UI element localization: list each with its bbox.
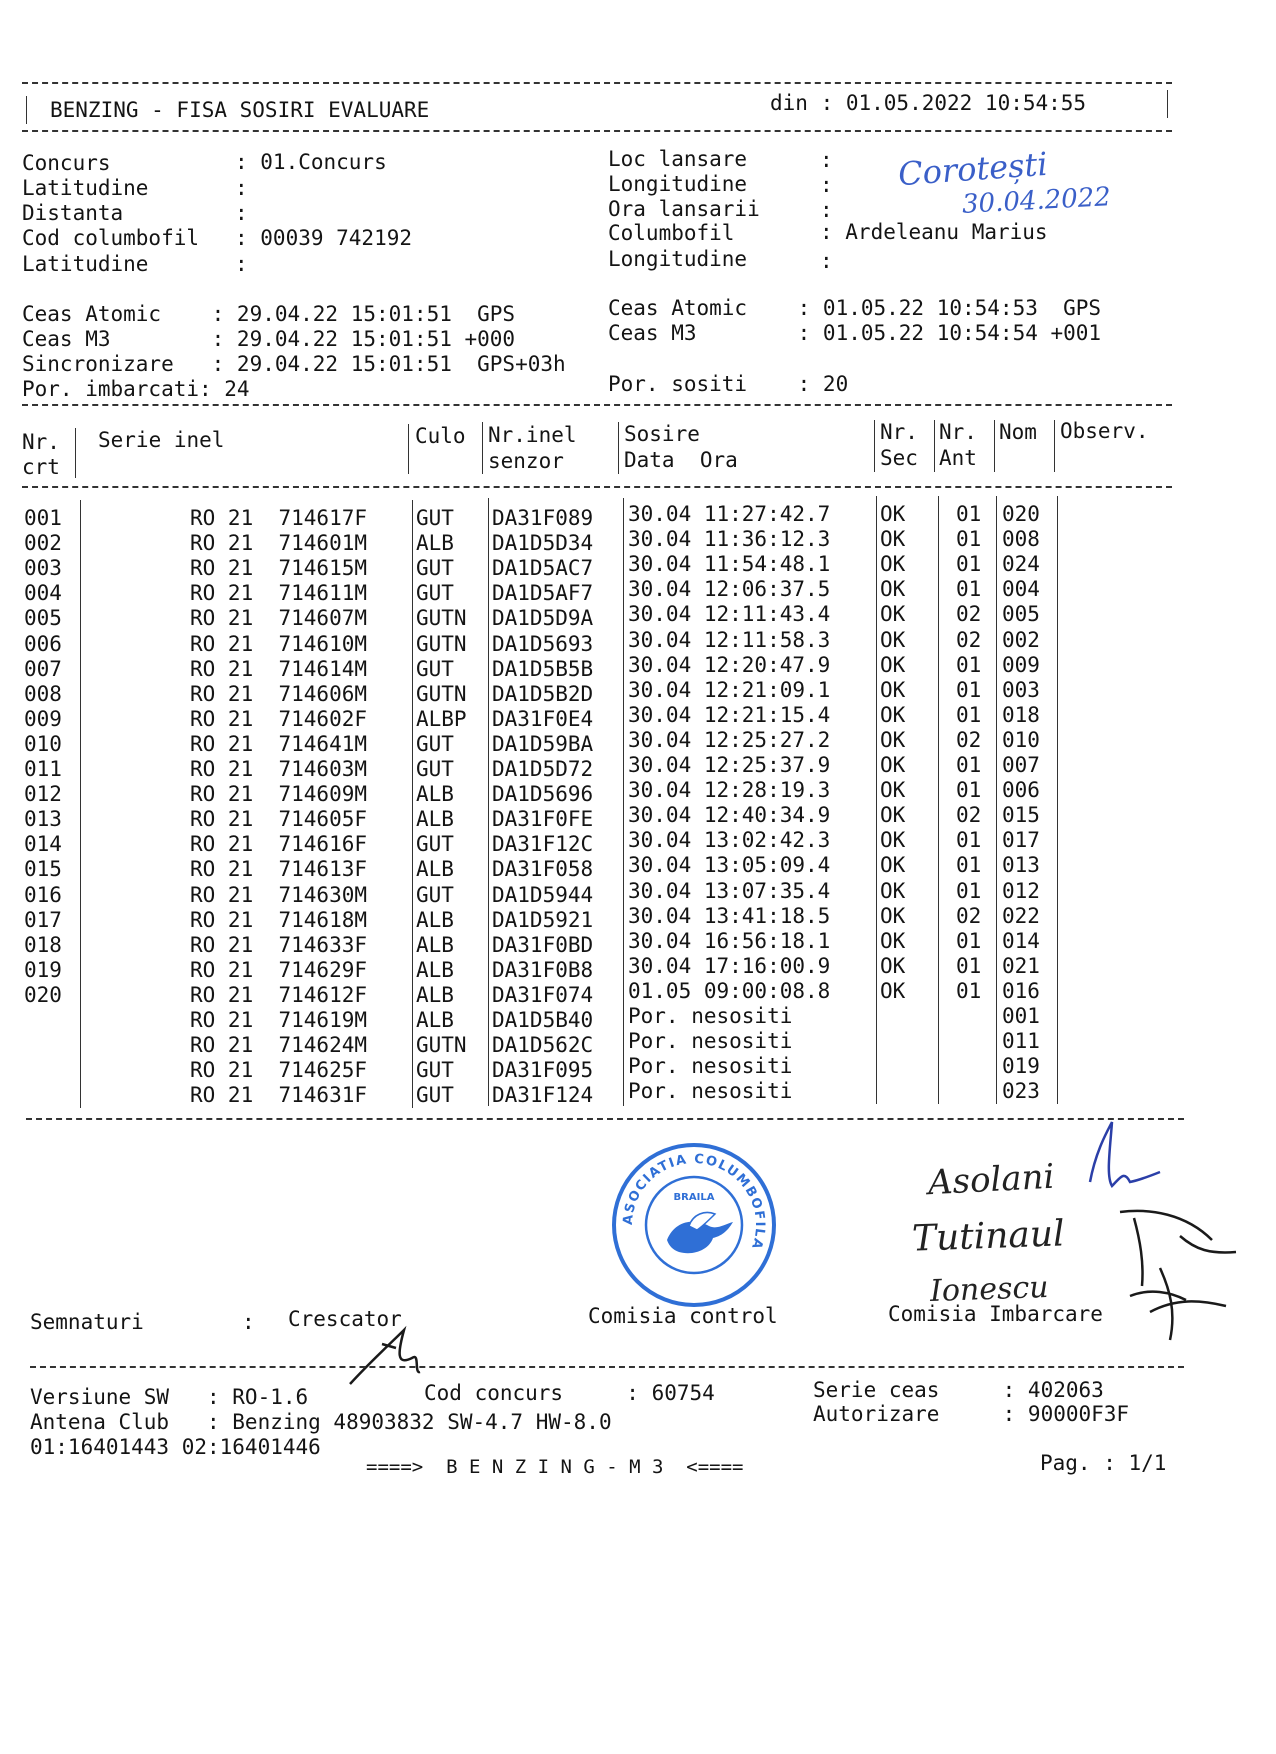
header-sep bbox=[934, 420, 935, 472]
clock-left-line: Ceas M3 : 29.04.22 15:01:51 +000 bbox=[22, 327, 516, 351]
color-code: GUT bbox=[416, 1083, 454, 1108]
color-code: GUT bbox=[416, 581, 454, 606]
sensor-ring: DA1D5D34 bbox=[492, 531, 594, 556]
info-latitude-value: : bbox=[235, 176, 248, 200]
info-longitude2-label: Longitudine bbox=[608, 247, 760, 271]
antenna-number: 01 bbox=[956, 878, 982, 903]
clock-left-line: Ceas Atomic : 29.04.22 15:01:51 GPS bbox=[22, 302, 516, 326]
color-code: GUT bbox=[416, 506, 454, 530]
info-fancier-value: : Ardeleanu Marius bbox=[820, 220, 1048, 244]
row-number: 012 bbox=[24, 782, 62, 807]
ring-series: RO 21 714618M bbox=[190, 907, 368, 932]
footer-sw-version: Versiune SW : RO-1.6 bbox=[30, 1385, 309, 1409]
ring-series: RO 21 714607M bbox=[190, 606, 368, 631]
sensor-ring: DA31F074 bbox=[492, 982, 594, 1007]
arrival-time: 30.04 12:21:15.4 bbox=[628, 702, 831, 727]
antenna-number: 01 bbox=[956, 502, 982, 526]
body-sep bbox=[1057, 496, 1058, 1104]
color-code: ALB bbox=[416, 1008, 454, 1032]
info-fancier-label: Columbofil bbox=[608, 221, 760, 245]
signature-control-label: Comisia control bbox=[588, 1304, 778, 1328]
sensor-ring: DA31F0E4 bbox=[492, 706, 594, 731]
sensor-ring: DA1D5921 bbox=[492, 907, 594, 932]
arrival-time: Por. nesositi bbox=[628, 1054, 793, 1079]
antenna-number: 01 bbox=[956, 527, 982, 552]
antenna-number: 02 bbox=[956, 727, 982, 752]
embarked-count: Por. imbarcati: 24 bbox=[22, 377, 250, 401]
ring-series: RO 21 714625F bbox=[190, 1058, 368, 1083]
row-number: 002 bbox=[24, 531, 62, 556]
ring-series: RO 21 714630M bbox=[190, 882, 368, 907]
sec-status: OK bbox=[880, 878, 906, 903]
body-sep bbox=[623, 498, 624, 1106]
divider-table-bottom bbox=[26, 1118, 1184, 1120]
sensor-ring: DA1D5D9A bbox=[492, 606, 594, 631]
row-number: 001 bbox=[24, 506, 62, 530]
nominal-number: 002 bbox=[1002, 627, 1040, 652]
sensor-ring: DA31F12C bbox=[492, 832, 594, 857]
antenna-number: 02 bbox=[956, 627, 982, 652]
antenna-number: 01 bbox=[956, 953, 982, 978]
signature-scribble bbox=[1130, 1268, 1226, 1340]
row-number: 011 bbox=[24, 757, 62, 781]
ring-series: RO 21 714606M bbox=[190, 681, 368, 706]
footer-club-antenna: Antena Club : Benzing 48903832 SW-4.7 HW-8.0 bbox=[30, 1410, 612, 1434]
sec-status: OK bbox=[880, 727, 906, 752]
info-fancier-code-label: Cod columbofil bbox=[22, 226, 200, 250]
signature-scribble bbox=[1120, 1211, 1236, 1286]
color-code: GUTN bbox=[416, 606, 467, 631]
color-code: GUT bbox=[416, 832, 454, 857]
footer-clock-serial: Serie ceas : 402063 bbox=[813, 1378, 1104, 1402]
nominal-number: 021 bbox=[1002, 953, 1040, 978]
signature-name-2: Tutinaul bbox=[911, 1213, 1066, 1260]
color-code: ALB bbox=[416, 907, 454, 932]
header-sep bbox=[482, 422, 483, 474]
header-sep bbox=[1054, 420, 1055, 472]
color-code: ALB bbox=[416, 932, 454, 957]
arrival-time: 30.04 12:28:19.3 bbox=[628, 778, 831, 803]
ring-series: RO 21 714631F bbox=[190, 1083, 368, 1108]
info-latitude-label: Latitudine bbox=[22, 176, 200, 200]
antenna-number: 01 bbox=[956, 702, 982, 727]
header-ant: Ant bbox=[939, 446, 977, 470]
body-sep bbox=[996, 496, 997, 1104]
color-code: ALB bbox=[416, 782, 454, 807]
info-latitude2-value: : bbox=[235, 252, 248, 276]
ring-series: RO 21 714610M bbox=[190, 631, 368, 656]
sec-status: OK bbox=[880, 502, 906, 526]
sensor-ring: DA1D59BA bbox=[492, 731, 594, 756]
sensor-ring: DA1D5D72 bbox=[492, 757, 594, 781]
header-observations: Observ. bbox=[1060, 419, 1149, 443]
antenna-number: 02 bbox=[956, 602, 982, 627]
ring-series: RO 21 714616F bbox=[190, 832, 368, 857]
header-ant-nr: Nr. bbox=[939, 420, 977, 444]
sec-status: OK bbox=[880, 928, 906, 953]
sec-status: OK bbox=[880, 903, 906, 928]
nominal-number: 018 bbox=[1002, 702, 1040, 727]
antenna-number: 01 bbox=[956, 552, 982, 577]
arrival-time: 30.04 13:02:42.3 bbox=[628, 828, 831, 853]
row-number: 006 bbox=[24, 631, 62, 656]
nominal-number: 004 bbox=[1002, 577, 1040, 602]
sec-status: OK bbox=[880, 978, 906, 1003]
nominal-number: 008 bbox=[1002, 527, 1040, 552]
color-code: ALB bbox=[416, 857, 454, 882]
ring-series: RO 21 714617F bbox=[190, 506, 368, 530]
ring-series: RO 21 714624M bbox=[190, 1033, 368, 1058]
clock-left-line: Sincronizare : 29.04.22 15:01:51 GPS+03h bbox=[22, 352, 566, 376]
info-concurs-label: Concurs bbox=[22, 151, 200, 175]
divider-footer bbox=[30, 1366, 1184, 1368]
row-number: 010 bbox=[24, 731, 62, 756]
sensor-ring: DA1D5B5B bbox=[492, 656, 594, 681]
body-sep bbox=[938, 496, 939, 1104]
info-longitude2-value: : bbox=[820, 249, 833, 273]
header-sec: Sec bbox=[880, 446, 918, 470]
antenna-number: 01 bbox=[956, 853, 982, 878]
arrival-time: 30.04 12:20:47.9 bbox=[628, 652, 831, 677]
ring-series: RO 21 714609M bbox=[190, 782, 368, 807]
sec-status: OK bbox=[880, 702, 906, 727]
signature-scribble bbox=[1090, 1122, 1160, 1186]
antenna-number: 01 bbox=[956, 753, 982, 777]
arrival-time: 30.04 12:11:43.4 bbox=[628, 602, 831, 627]
nominal-number: 022 bbox=[1002, 903, 1040, 928]
arrival-time: 30.04 12:25:27.2 bbox=[628, 727, 831, 752]
sensor-ring: DA1D562C bbox=[492, 1033, 594, 1058]
nominal-number: 019 bbox=[1002, 1054, 1040, 1079]
nominal-number: 006 bbox=[1002, 778, 1040, 803]
sec-status: OK bbox=[880, 527, 906, 552]
sec-status: OK bbox=[880, 552, 906, 577]
info-fancier-code-value: : 00039 742192 bbox=[235, 226, 413, 250]
arrival-time: 30.04 13:41:18.5 bbox=[628, 903, 831, 928]
signature-breeder-label: Crescator bbox=[288, 1307, 402, 1331]
ring-series: RO 21 714614M bbox=[190, 656, 368, 681]
info-release-place-value: : bbox=[820, 148, 833, 172]
sensor-ring: DA31F0B8 bbox=[492, 957, 594, 982]
info-concurs-value: : 01.Concurs bbox=[235, 150, 387, 174]
nominal-number: 009 bbox=[1002, 652, 1040, 677]
row-number: 007 bbox=[24, 656, 62, 681]
arrival-time: 30.04 12:11:58.3 bbox=[628, 627, 831, 652]
info-longitude-label: Longitudine bbox=[608, 172, 760, 196]
antenna-number: 01 bbox=[956, 778, 982, 803]
handwritten-date: 30.04.2022 bbox=[961, 182, 1112, 220]
arrival-time: 30.04 12:25:37.9 bbox=[628, 753, 831, 777]
sec-status: OK bbox=[880, 677, 906, 702]
arrival-time: 30.04 12:06:37.5 bbox=[628, 577, 831, 602]
antenna-number: 01 bbox=[956, 978, 982, 1003]
ring-series: RO 21 714633F bbox=[190, 932, 368, 957]
arrival-time: 01.05 09:00:08.8 bbox=[628, 978, 831, 1003]
color-code: ALBP bbox=[416, 706, 467, 731]
ring-series: RO 21 714602F bbox=[190, 706, 368, 731]
sensor-ring: DA31F089 bbox=[492, 506, 594, 530]
title-box-left bbox=[26, 96, 27, 124]
header-color: Culo bbox=[415, 424, 466, 448]
antenna-number: 01 bbox=[956, 828, 982, 853]
association-stamp bbox=[609, 1140, 779, 1310]
color-code: GUTN bbox=[416, 631, 467, 656]
sec-status: OK bbox=[880, 953, 906, 978]
ring-series: RO 21 714613F bbox=[190, 857, 368, 882]
arrived-count: Por. sositi : 20 bbox=[608, 372, 849, 396]
nominal-number: 011 bbox=[1002, 1029, 1040, 1054]
body-sep bbox=[80, 500, 81, 1108]
arrival-time: 30.04 17:16:00.9 bbox=[628, 953, 831, 978]
sensor-ring: DA31F0BD bbox=[492, 932, 594, 957]
row-number: 004 bbox=[24, 581, 62, 606]
divider-header bbox=[22, 486, 1172, 488]
row-number: 008 bbox=[24, 681, 62, 706]
sensor-ring: DA31F0FE bbox=[492, 807, 594, 832]
header-sec-nr: Nr. bbox=[880, 420, 918, 444]
report-title: BENZING - FISA SOSIRI EVALUARE bbox=[50, 98, 430, 122]
antenna-number: 02 bbox=[956, 803, 982, 828]
color-code: GUT bbox=[416, 556, 454, 581]
nominal-number: 012 bbox=[1002, 878, 1040, 903]
clock-right-line: Ceas M3 : 01.05.22 10:54:54 +001 bbox=[608, 321, 1102, 345]
sensor-ring: DA31F058 bbox=[492, 857, 594, 882]
footer-antenna-ids: 01:16401443 02:16401446 bbox=[30, 1435, 321, 1459]
footer-page: Pag. : 1/1 bbox=[1040, 1451, 1167, 1475]
sec-status: OK bbox=[880, 828, 906, 853]
color-code: ALB bbox=[416, 807, 454, 832]
divider-top bbox=[22, 82, 1172, 84]
sec-status: OK bbox=[880, 627, 906, 652]
info-distance-value: : bbox=[235, 201, 248, 225]
color-code: GUT bbox=[416, 731, 454, 756]
signatures-label: Semnaturi bbox=[30, 1310, 144, 1334]
antenna-number: 01 bbox=[956, 928, 982, 953]
info-release-time-label: Ora lansarii bbox=[608, 197, 760, 221]
row-number: 005 bbox=[24, 606, 62, 631]
nominal-number: 001 bbox=[1002, 1004, 1040, 1028]
nominal-number: 014 bbox=[1002, 928, 1040, 953]
footer-banner: ====> B E N Z I N G - M 3 <==== bbox=[366, 1456, 744, 1478]
row-number: 014 bbox=[24, 832, 62, 857]
footer-authorization: Autorizare : 90000F3F bbox=[813, 1402, 1130, 1426]
arrival-time: 30.04 16:56:18.1 bbox=[628, 928, 831, 953]
antenna-number: 01 bbox=[956, 577, 982, 602]
header-sep bbox=[408, 424, 409, 474]
row-number: 017 bbox=[24, 907, 62, 932]
nominal-number: 023 bbox=[1002, 1079, 1040, 1104]
row-number: 009 bbox=[24, 706, 62, 731]
antenna-number: 02 bbox=[956, 903, 982, 928]
header-nom: Nom bbox=[999, 420, 1037, 444]
arrival-time: Por. nesositi bbox=[628, 1029, 793, 1054]
body-sep bbox=[412, 500, 413, 1108]
nominal-number: 020 bbox=[1002, 502, 1040, 526]
ring-series: RO 21 714601M bbox=[190, 531, 368, 556]
antenna-number: 01 bbox=[956, 652, 982, 677]
arrival-time: 30.04 13:05:09.4 bbox=[628, 853, 831, 878]
stamp-city: BRAILA bbox=[673, 1192, 715, 1203]
nominal-number: 005 bbox=[1002, 602, 1040, 627]
signature-name-3: Ionescu bbox=[929, 1269, 1050, 1310]
sensor-ring: DA1D5944 bbox=[492, 882, 594, 907]
stamp-text: ASOCIATIA COLUMBOFILA bbox=[620, 1151, 768, 1252]
arrival-time: 30.04 11:36:12.3 bbox=[628, 527, 831, 552]
ring-series: RO 21 714603M bbox=[190, 757, 368, 781]
color-code: GUT bbox=[416, 882, 454, 907]
ring-series: RO 21 714629F bbox=[190, 957, 368, 982]
arrival-time: Por. nesositi bbox=[628, 1079, 793, 1104]
sec-status: OK bbox=[880, 577, 906, 602]
header-nr: Nr. bbox=[22, 430, 60, 454]
sensor-ring: DA31F095 bbox=[492, 1058, 594, 1083]
nominal-number: 015 bbox=[1002, 803, 1040, 828]
header-arrival: Sosire bbox=[624, 422, 700, 446]
body-sep bbox=[488, 498, 489, 1106]
arrival-time: Por. nesositi bbox=[628, 1004, 793, 1028]
signature-name-1: Asolani bbox=[927, 1156, 1056, 1204]
header-crt: crt bbox=[22, 455, 60, 479]
signature-scribble bbox=[350, 1330, 420, 1384]
header-date-time: Data Ora bbox=[624, 448, 738, 472]
clock-right-line: Ceas Atomic : 01.05.22 10:54:53 GPS bbox=[608, 296, 1102, 320]
sensor-ring: DA1D5B2D bbox=[492, 681, 594, 706]
divider-title bbox=[22, 130, 1172, 132]
body-sep bbox=[876, 496, 877, 1104]
header-sep bbox=[994, 420, 995, 472]
info-release-time-value: : bbox=[820, 198, 833, 222]
nominal-number: 024 bbox=[1002, 552, 1040, 577]
ring-series: RO 21 714605F bbox=[190, 807, 368, 832]
footer-contest-code: Cod concurs : 60754 bbox=[424, 1381, 715, 1405]
row-number: 003 bbox=[24, 556, 62, 581]
color-code: ALB bbox=[416, 531, 454, 556]
sec-status: OK bbox=[880, 753, 906, 777]
sec-status: OK bbox=[880, 803, 906, 828]
sensor-ring: DA1D5693 bbox=[492, 631, 594, 656]
sensor-ring: DA1D5AF7 bbox=[492, 581, 594, 606]
ring-series: RO 21 714611M bbox=[190, 581, 368, 606]
header-sep bbox=[618, 422, 619, 474]
color-code: GUT bbox=[416, 757, 454, 781]
row-number: 018 bbox=[24, 932, 62, 957]
row-number: 015 bbox=[24, 857, 62, 882]
color-code: ALB bbox=[416, 982, 454, 1007]
color-code: ALB bbox=[416, 957, 454, 982]
report-date: din : 01.05.2022 10:54:55 bbox=[770, 91, 1087, 115]
handwritten-place: Corotești bbox=[896, 144, 1049, 194]
info-latitude2-label: Latitudine bbox=[22, 252, 200, 276]
sensor-ring: DA1D5B40 bbox=[492, 1008, 594, 1032]
nominal-number: 003 bbox=[1002, 677, 1040, 702]
header-ring-series: Serie inel bbox=[98, 428, 225, 452]
row-number: 019 bbox=[24, 957, 62, 982]
row-number: 016 bbox=[24, 882, 62, 907]
sensor-ring: DA1D5AC7 bbox=[492, 556, 594, 581]
nominal-number: 007 bbox=[1002, 753, 1040, 777]
arrival-time: 30.04 11:27:42.7 bbox=[628, 502, 831, 526]
sensor-ring: DA31F124 bbox=[492, 1083, 594, 1108]
ring-series: RO 21 714615M bbox=[190, 556, 368, 581]
info-release-place-label: Loc lansare bbox=[608, 147, 760, 171]
header-sep bbox=[75, 428, 76, 478]
header-sensor: senzor bbox=[488, 449, 564, 473]
header-sensor-ring: Nr.inel bbox=[488, 423, 577, 447]
row-number: 013 bbox=[24, 807, 62, 832]
arrival-time: 30.04 11:54:48.1 bbox=[628, 552, 831, 577]
sensor-ring: DA1D5696 bbox=[492, 782, 594, 807]
color-code: GUT bbox=[416, 1058, 454, 1083]
color-code: GUTN bbox=[416, 1033, 467, 1058]
color-code: GUT bbox=[416, 656, 454, 681]
ring-series: RO 21 714619M bbox=[190, 1008, 368, 1032]
title-box-right bbox=[1167, 90, 1168, 118]
sec-status: OK bbox=[880, 853, 906, 878]
nominal-number: 016 bbox=[1002, 978, 1040, 1003]
sec-status: OK bbox=[880, 778, 906, 803]
info-longitude-value: : bbox=[820, 173, 833, 197]
arrival-time: 30.04 12:40:34.9 bbox=[628, 803, 831, 828]
arrival-time: 30.04 12:21:09.1 bbox=[628, 677, 831, 702]
divider-table-top bbox=[22, 404, 1172, 406]
color-code: GUTN bbox=[416, 681, 467, 706]
signature-embark-label: Comisia Imbarcare bbox=[888, 1302, 1103, 1326]
sec-status: OK bbox=[880, 602, 906, 627]
signatures-colon: : bbox=[242, 1310, 255, 1334]
sec-status: OK bbox=[880, 652, 906, 677]
antenna-number: 01 bbox=[956, 677, 982, 702]
nominal-number: 010 bbox=[1002, 727, 1040, 752]
info-distance-label: Distanta bbox=[22, 201, 200, 225]
ring-series: RO 21 714641M bbox=[190, 731, 368, 756]
arrival-time: 30.04 13:07:35.4 bbox=[628, 878, 831, 903]
nominal-number: 017 bbox=[1002, 828, 1040, 853]
header-sep bbox=[874, 420, 875, 472]
ring-series: RO 21 714612F bbox=[190, 982, 368, 1007]
nominal-number: 013 bbox=[1002, 853, 1040, 878]
row-number: 020 bbox=[24, 982, 62, 1007]
